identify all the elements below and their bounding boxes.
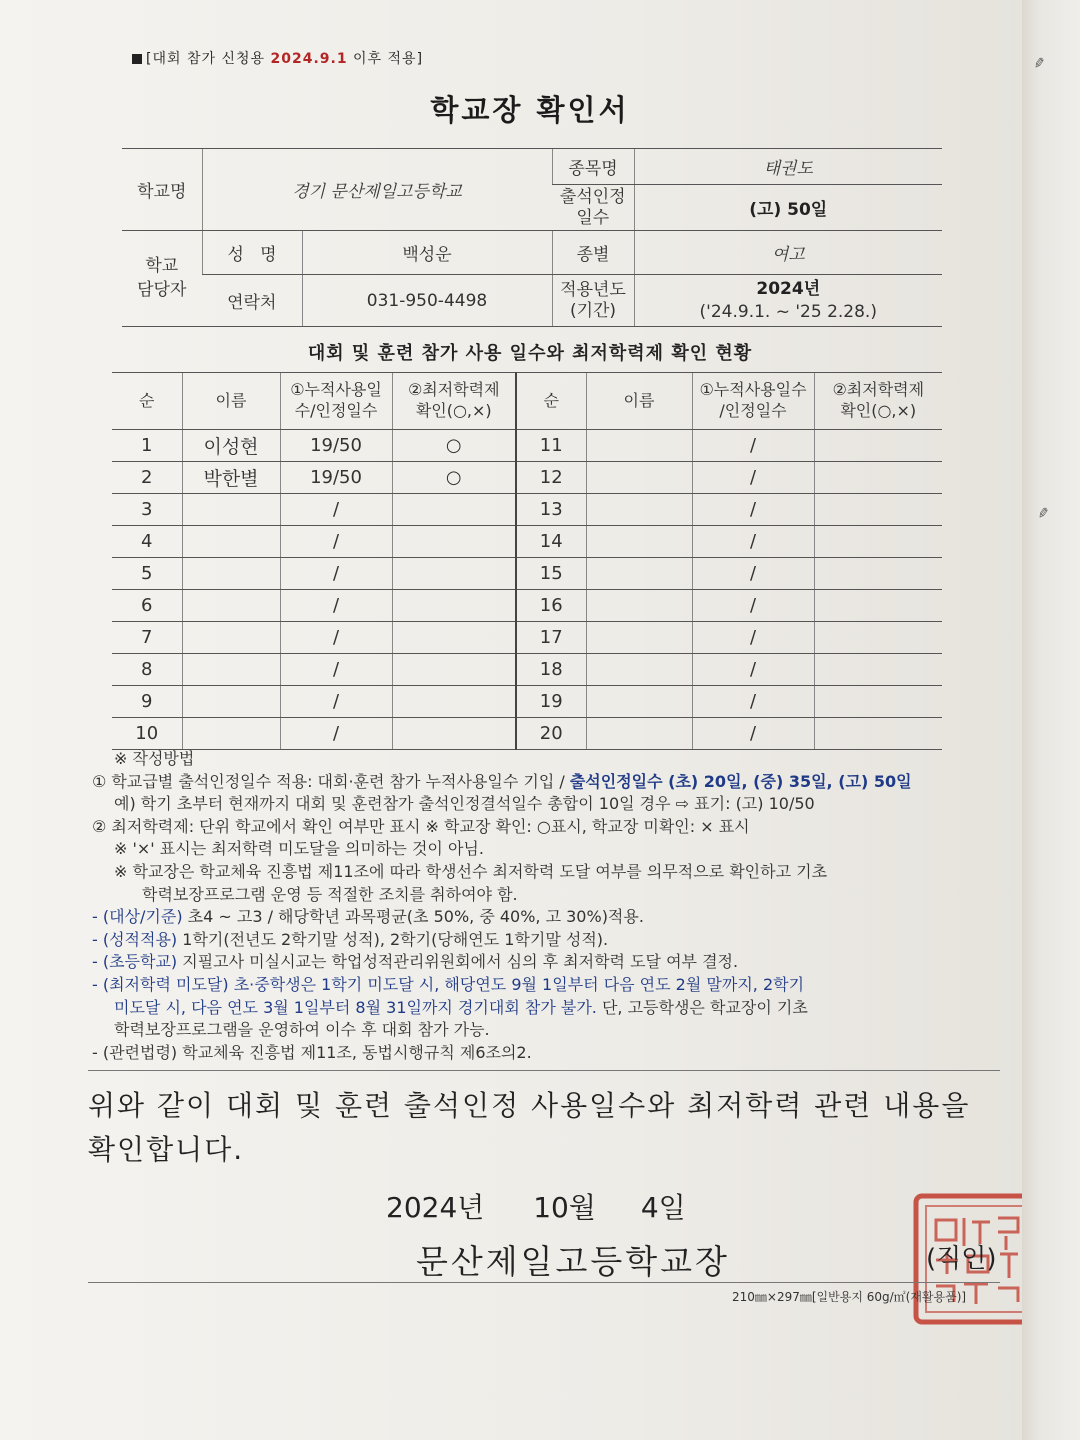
year-label: 적용년도 (기간)	[552, 275, 634, 327]
document-title: 학교장 확인서	[430, 93, 630, 127]
student-name	[182, 494, 280, 526]
table-row	[112, 590, 942, 622]
sport-label: 종목명	[552, 149, 634, 185]
note-5-text: 초4 ~ 고3 / 해당학년 과목평균(초 50%, 중 40%, 고 30%)적용.	[182, 907, 644, 927]
student-name	[586, 654, 692, 686]
days-used: /	[280, 558, 392, 590]
divider-line	[88, 1070, 1000, 1071]
min-academic-check: ○	[392, 430, 516, 462]
student-name	[586, 558, 692, 590]
days-used: /	[692, 494, 814, 526]
row-number: 9	[112, 686, 182, 718]
days-used: /	[280, 718, 392, 750]
bottom-rule	[88, 1282, 1000, 1283]
roster-header-row	[112, 373, 942, 430]
table-row	[112, 558, 942, 590]
note-1-highlight: 출석인정일수 (초) 20일, (중) 35일, (고) 50일	[569, 771, 912, 791]
min-academic-check	[814, 654, 942, 686]
background-handwriting: ✎	[1032, 505, 1051, 521]
date-year: 2024년	[386, 1191, 485, 1224]
note-8-end: 학력보장프로그램을 운영하여 이수 후 대회 참가 가능.	[114, 1020, 490, 1040]
days-used: /	[280, 686, 392, 718]
days-used: /	[280, 654, 392, 686]
days-used: /	[692, 590, 814, 622]
days-used: /	[692, 558, 814, 590]
note-8-tag: - (최저학력 미도달)	[92, 974, 229, 994]
confirmation-statement	[88, 1084, 1018, 1172]
note-8	[92, 974, 1012, 997]
row-number: 1	[112, 430, 182, 462]
student-name	[182, 718, 280, 750]
student-name	[586, 622, 692, 654]
student-name	[182, 686, 280, 718]
col-header-days: ①누적사용일 수/인정일수	[280, 373, 392, 430]
row-number: 12	[516, 462, 586, 494]
student-name	[586, 462, 692, 494]
note-9: - (관련법령) 학교체육 진흥법 제11조, 동법시행규칙 제6조의2.	[92, 1042, 532, 1062]
col-header-name-right: 이름	[586, 373, 692, 430]
student-name	[182, 622, 280, 654]
min-academic-check: ○	[392, 462, 516, 494]
student-name: 박한별	[182, 462, 280, 494]
note-8-cont	[92, 997, 1012, 1020]
attendance-label: 출석인정 일수	[552, 185, 634, 231]
row-number: 3	[112, 494, 182, 526]
table-row	[112, 622, 942, 654]
table-row	[112, 718, 942, 750]
min-academic-check	[392, 558, 516, 590]
school-value: 경기 문산제일고등학교	[202, 149, 552, 231]
row-number: 10	[112, 718, 182, 750]
note-6-tag: - (성적적용)	[92, 929, 178, 949]
note-5-tag: - (대상/기준)	[92, 907, 183, 927]
seal-label: (직인)	[926, 1244, 997, 1274]
row-number: 6	[112, 590, 182, 622]
table-row	[112, 526, 942, 558]
min-academic-check	[814, 558, 942, 590]
col-header-no: 순	[112, 373, 182, 430]
min-academic-check	[392, 526, 516, 558]
min-academic-check	[814, 718, 942, 750]
background-paper-edge	[1022, 0, 1080, 1440]
date-day: 4일	[640, 1191, 686, 1224]
min-academic-check	[392, 494, 516, 526]
row-number: 7	[112, 622, 182, 654]
days-used: /	[692, 462, 814, 494]
days-used: 19/50	[280, 430, 392, 462]
student-name	[586, 718, 692, 750]
note-5	[92, 906, 1012, 929]
days-used: /	[692, 718, 814, 750]
note-8-cont-text: 단, 고등학생은 학교장이 기초	[596, 997, 808, 1017]
instructions-heading: ※ 작성방법	[114, 749, 195, 768]
type-value: 여고	[634, 231, 942, 275]
min-academic-check	[392, 654, 516, 686]
note-4-cont: 학력보장프로그램 운영 등 적절한 조치를 취하여야 함.	[142, 884, 518, 904]
student-name: 이성현	[182, 430, 280, 462]
paper-spec: 210㎜×297㎜[일반용지 60g/㎡(재활용품)]	[732, 1290, 967, 1304]
min-academic-check	[814, 494, 942, 526]
row-number: 4	[112, 526, 182, 558]
days-used: /	[692, 686, 814, 718]
row-number: 14	[516, 526, 586, 558]
confirmation-line-2: 확인합니다.	[88, 1133, 245, 1166]
days-used: /	[280, 590, 392, 622]
name-label: 성 명	[202, 231, 302, 275]
col-header-check-right: ②최저학력제 확인(○,×)	[814, 373, 942, 430]
name-value: 백성운	[302, 231, 552, 275]
row-number: 11	[516, 430, 586, 462]
note-3: ※ '×' 표시는 최저학력 미도달을 의미하는 것이 아님.	[114, 839, 484, 859]
min-academic-check	[814, 686, 942, 718]
min-academic-check	[392, 622, 516, 654]
days-used: /	[280, 622, 392, 654]
row-number: 20	[516, 718, 586, 750]
col-header-check: ②최저학력제 확인(○,×)	[392, 373, 516, 430]
table-row	[112, 494, 942, 526]
principal-title: 문산제일고등학교장	[416, 1242, 730, 1281]
header-note-prefix: [대회 참가 신청용	[146, 51, 266, 67]
row-number: 16	[516, 590, 586, 622]
roster-subtitle: 대회 및 훈련 참가 사용 일수와 최저학력제 확인 현황	[307, 343, 753, 364]
days-used: /	[692, 430, 814, 462]
info-table	[122, 148, 942, 327]
note-6	[92, 929, 1012, 952]
note-7-tag: - (초등학교)	[92, 952, 178, 972]
table-row	[112, 654, 942, 686]
student-name	[586, 430, 692, 462]
min-academic-check	[814, 430, 942, 462]
note-1-example: 예) 학기 초부터 현재까지 대회 및 훈련참가 출석인정결석일수 총합이 10일 경우 ⇨ 표기: (고) 10/50	[114, 794, 815, 814]
issue-date	[386, 1186, 686, 1226]
attendance-value: (고) 50일	[634, 185, 942, 231]
year-value: 2024년	[756, 279, 821, 300]
background-handwriting: ✎	[1028, 55, 1047, 71]
row-number: 5	[112, 558, 182, 590]
col-header-days-right: ①누적사용일수 /인정일수	[692, 373, 814, 430]
note-1	[92, 771, 1012, 794]
min-academic-check	[814, 462, 942, 494]
note-1-text: ① 학교급별 출석인정일수 적용: 대회·훈련 참가 누적사용일수 기입 /	[92, 771, 570, 791]
row-number: 17	[516, 622, 586, 654]
min-academic-check	[392, 718, 516, 750]
student-name	[586, 590, 692, 622]
col-header-name: 이름	[182, 373, 280, 430]
min-academic-check	[814, 622, 942, 654]
student-name	[182, 558, 280, 590]
row-number: 8	[112, 654, 182, 686]
days-used: /	[280, 526, 392, 558]
days-used: /	[280, 494, 392, 526]
min-academic-check	[392, 590, 516, 622]
table-row	[112, 686, 942, 718]
confirmation-line-1: 위와 같이 대회 및 훈련 출석인정 사용일수와 최저학력 관련 내용을	[88, 1089, 971, 1122]
student-name	[182, 526, 280, 558]
note-7-text: 지필고사 미실시교는 학업성적관리위원회에서 심의 후 최저학력 도달 여부 결정.	[177, 952, 739, 972]
student-name	[586, 526, 692, 558]
row-number: 18	[516, 654, 586, 686]
contact-label: 연락처	[202, 275, 302, 327]
year-cell	[634, 275, 942, 327]
table-row	[112, 430, 942, 462]
contact-value: 031-950-4498	[302, 275, 552, 327]
row-number: 13	[516, 494, 586, 526]
header-note	[132, 48, 423, 68]
note-4: ※ 학교장은 학교체육 진흥법 제11조에 따라 학생선수 최저학력 도달 여부를 의무적으로 확인하고 기초	[114, 861, 828, 881]
student-name	[182, 654, 280, 686]
period-value: ('24.9.1. ~ '25 2.28.)	[699, 301, 877, 322]
instructions	[92, 748, 1012, 1064]
note-7	[92, 951, 1012, 974]
roster-table	[112, 372, 942, 750]
header-note-suffix: 이후 적용]	[353, 51, 424, 67]
table-row	[112, 462, 942, 494]
student-name	[182, 590, 280, 622]
student-name	[586, 494, 692, 526]
min-academic-check	[392, 686, 516, 718]
student-name	[586, 686, 692, 718]
days-used: /	[692, 654, 814, 686]
type-label: 종별	[552, 231, 634, 275]
min-academic-check	[814, 526, 942, 558]
square-bullet-icon	[132, 54, 142, 64]
note-2: ② 최저학력제: 단위 학교에서 확인 여부만 표시 ※ 학교장 확인: ○표시, 학교장 미확인: × 표시	[92, 816, 750, 836]
col-header-no-right: 순	[516, 373, 586, 430]
manager-label: 학교 담당자	[122, 231, 202, 327]
days-used: 19/50	[280, 462, 392, 494]
days-used: /	[692, 526, 814, 558]
min-academic-check	[814, 590, 942, 622]
note-6-text: 1학기(전년도 2학기말 성적), 2학기(당해연도 1학기말 성적).	[177, 929, 609, 949]
days-used: /	[692, 622, 814, 654]
row-number: 19	[516, 686, 586, 718]
school-label: 학교명	[122, 149, 202, 231]
row-number: 15	[516, 558, 586, 590]
date-month: 10월	[533, 1191, 596, 1224]
header-note-date: 2024.9.1	[270, 51, 348, 67]
row-number: 2	[112, 462, 182, 494]
sport-value: 태권도	[634, 149, 942, 185]
note-8-cont-blue: 미도달 시, 다음 연도 3월 1일부터 8월 31일까지 경기대회 참가 불가.	[114, 997, 597, 1017]
note-8-text: 초·중학생은 1학기 미도달 시, 해당연도 9월 1일부터 다음 연도 2월 말까지, 2학기	[228, 974, 805, 994]
